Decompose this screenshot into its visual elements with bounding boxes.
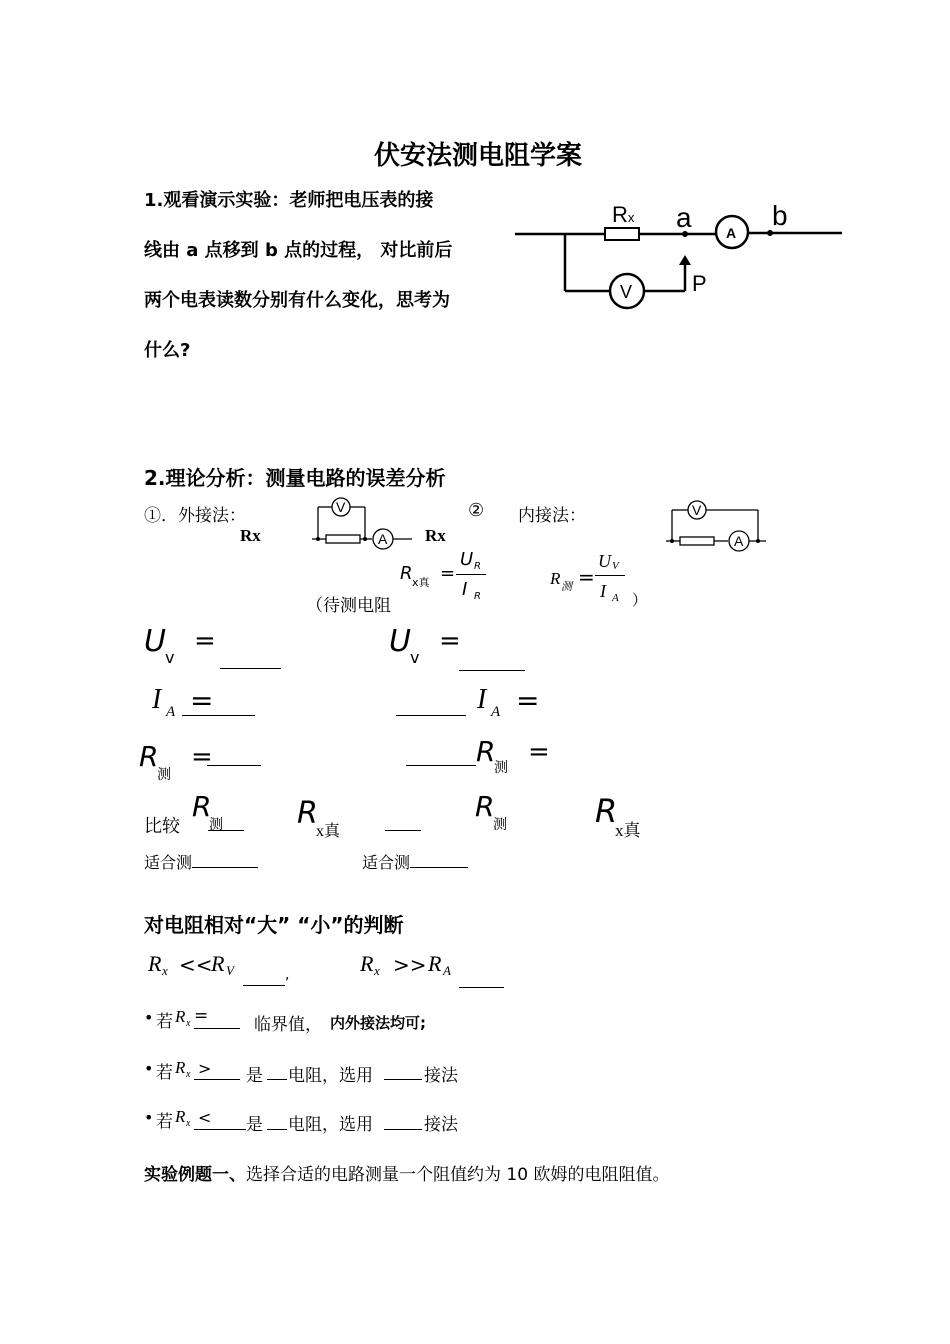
int-voltmeter-label: V	[692, 502, 702, 518]
judge-line-less: • 若 R x < 是 电阻，选用 接法	[144, 1107, 458, 1135]
rx-label-right: Rx	[425, 526, 446, 545]
condition-rx-much-less-rv: R x << R V ,	[148, 951, 308, 987]
ext-voltmeter-label: V	[336, 499, 346, 515]
page-title: 伏安法测电阻学案	[374, 141, 583, 171]
uv-right-equation: U v =	[389, 624, 534, 670]
rx-label-left: Rx	[240, 526, 261, 545]
q1-line-1: 1.观看演示实验：老师把电压表的接	[144, 190, 434, 211]
ia-left-equation: I A =	[152, 684, 262, 724]
main-circuit-diagram	[510, 195, 850, 310]
formula-measured-resistance: R 测 = U V I A ）	[550, 551, 648, 609]
external-circuit-diagram	[310, 494, 415, 550]
condition-rx-much-greater-ra: R x >> R A	[360, 951, 520, 991]
point-a-label: a	[676, 202, 692, 233]
q1-line-2: 线由 a 点移到 b 点的过程， 对比前后	[144, 240, 453, 261]
internal-method-number: ②	[468, 500, 485, 521]
formula-true-resistance: R x真 = U R I R	[400, 549, 500, 605]
int-ammeter-label: A	[734, 533, 744, 549]
judge-line-equal: • 若 R x = 临界值， 内外接法均可;	[144, 1006, 426, 1035]
voltmeter-label: V	[620, 282, 633, 302]
ammeter-label: A	[726, 225, 737, 241]
rmeas-left-equation: R 测 =	[139, 740, 269, 784]
q1-line-4: 什么?	[144, 340, 191, 361]
external-method-label: ①．外接法：	[144, 506, 246, 525]
judge-line-greater: • 若 R x > 是 电阻，选用 接法	[144, 1058, 458, 1086]
judge-heading: 对电阻相对“大” “小”的判断	[144, 913, 404, 937]
example-line: 实验例题一、选择合适的电路测量一个阻值约为 10 欧姆的电阻阻值。	[144, 1165, 670, 1185]
ia-right-equation: I A =	[394, 684, 544, 724]
compare-row: 比较 R 测 R x真 R 测 R x真	[144, 790, 641, 840]
internal-method-label: 内接法：	[518, 506, 586, 525]
ext-ammeter-label: A	[378, 531, 388, 547]
rmeas-right-equation: R 测 =	[406, 735, 566, 779]
note-resistance-under-test: （待测电阻	[306, 596, 391, 615]
q1-line-3: 两个电表读数分别有什么变化，思考为	[144, 290, 450, 311]
section2-heading: 2.理论分析：测量电路的误差分析	[144, 466, 446, 490]
point-p-label: P	[692, 271, 707, 296]
internal-circuit-diagram	[664, 496, 774, 554]
main-rx-label: Rx	[612, 202, 635, 227]
point-b-label: b	[772, 200, 788, 231]
uv-left-equation: U v =	[144, 624, 289, 670]
fit-left: 适合测	[144, 850, 258, 873]
fit-right: 适合测	[362, 850, 468, 873]
